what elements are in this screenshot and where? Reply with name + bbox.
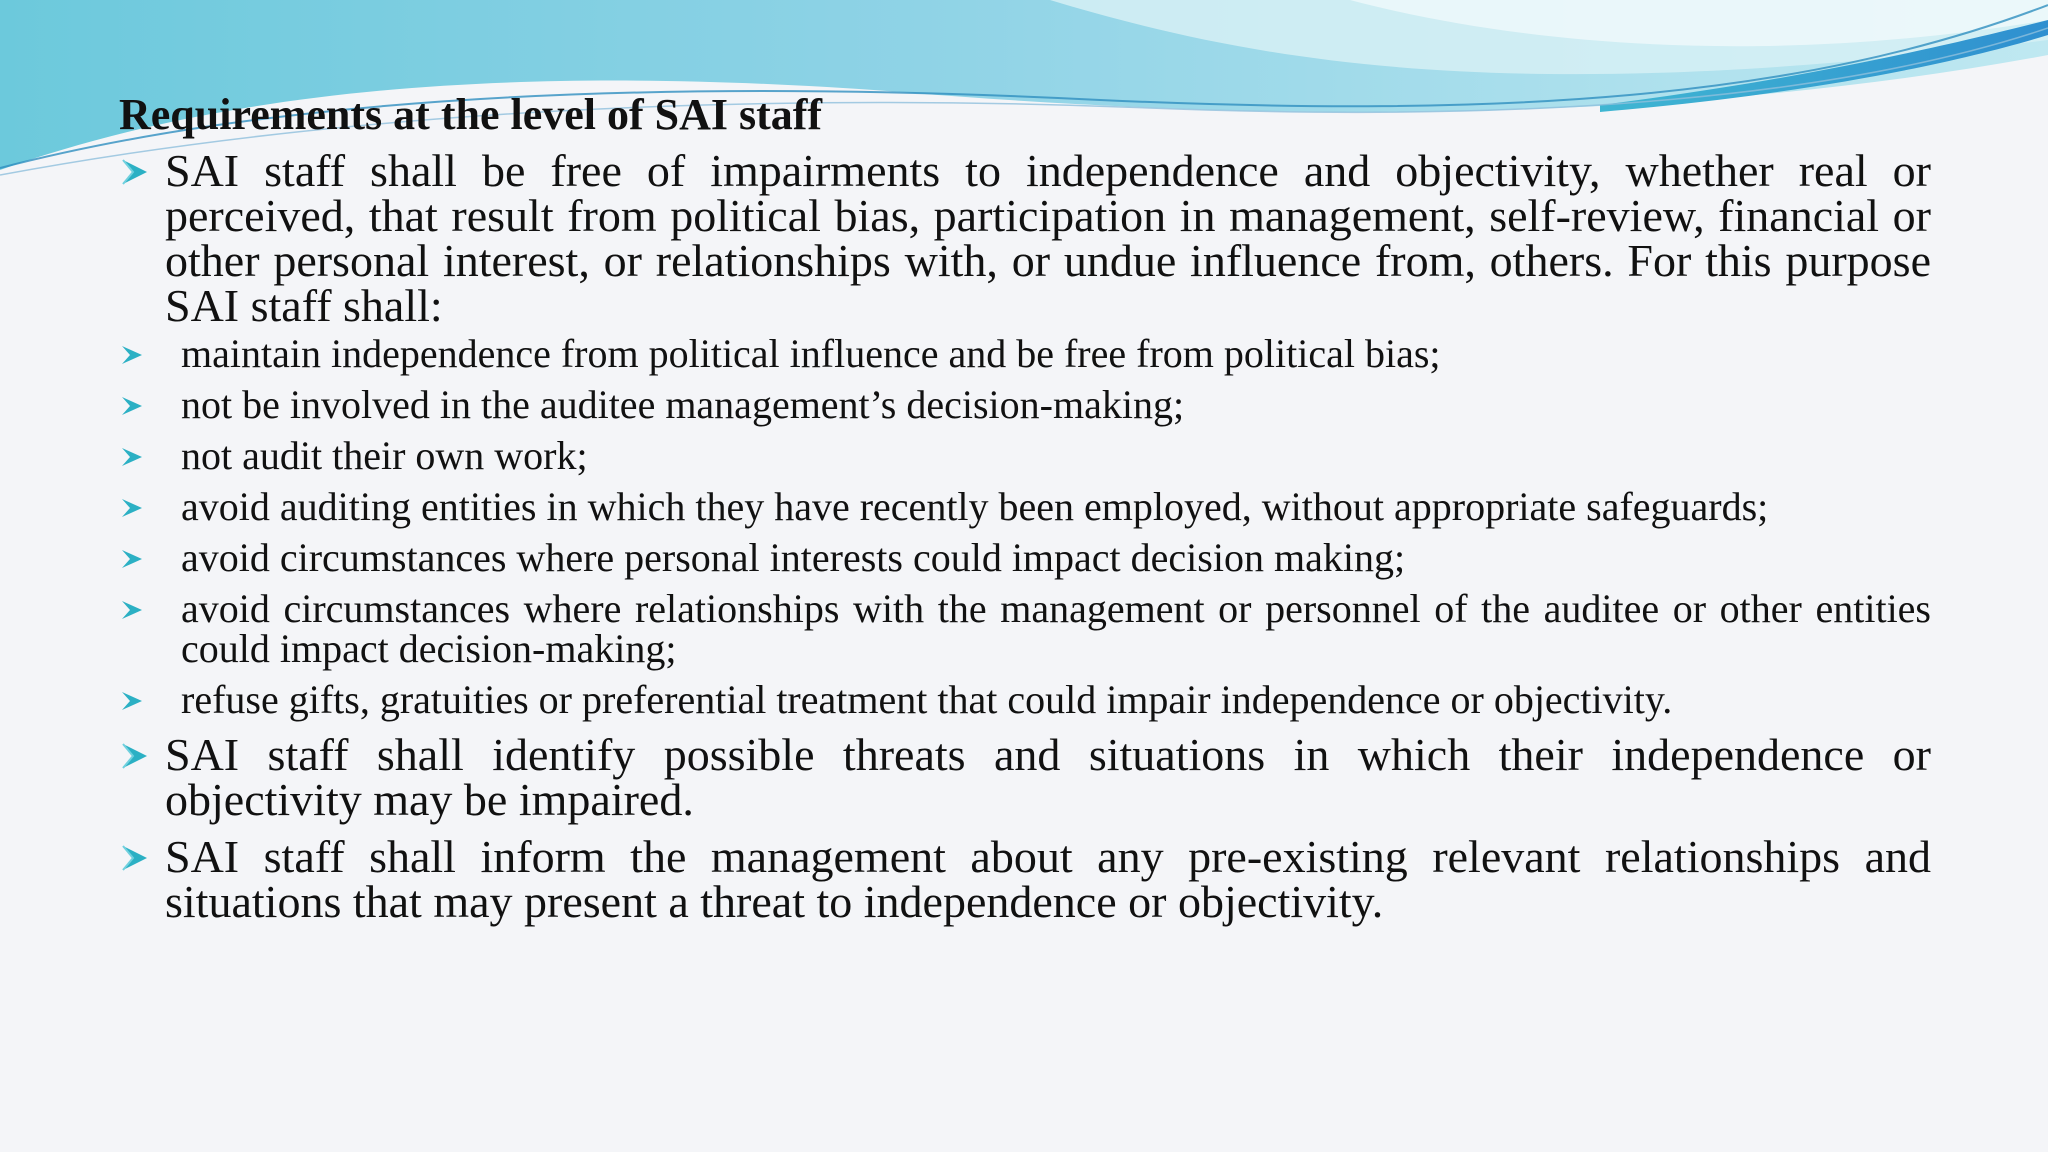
bullet-text: SAI staff shall inform the management about any pre-existing relevant relationships and situations that may present a threat to independence or objectivity. bbox=[165, 831, 1931, 927]
sub-item-text: not audit their own work; bbox=[181, 433, 588, 478]
sub-list-item bbox=[119, 484, 1931, 529]
arrow-bullet-icon bbox=[119, 343, 145, 367]
sub-list-item bbox=[119, 433, 1931, 478]
sub-list-item bbox=[119, 586, 1931, 671]
slide-content bbox=[119, 88, 1931, 936]
sub-list-item bbox=[119, 382, 1931, 427]
bullet-text: SAI staff shall identify possible threats and situations in which their independence or objectivity may be impaired. bbox=[165, 729, 1931, 825]
arrow-bullet-icon bbox=[119, 496, 145, 520]
arrow-bullet-icon bbox=[119, 445, 145, 469]
arrow-bullet-icon bbox=[119, 547, 145, 571]
sub-item-text: avoid auditing entities in which they have recently been employed, without appropriate safeguards; bbox=[181, 484, 1769, 529]
arrow-bullet-icon bbox=[119, 394, 145, 418]
slide-title: Requirements at the level of SAI staff bbox=[119, 90, 823, 139]
sub-list bbox=[119, 331, 1931, 722]
sub-item-text: avoid circumstances where relationships with the management or personnel of the auditee or other entities could impact decision-making; bbox=[181, 586, 1931, 671]
arrow-bullet-icon bbox=[119, 157, 151, 187]
bullet-list bbox=[119, 145, 1931, 927]
arrow-bullet-icon bbox=[119, 843, 151, 873]
sub-item-text: not be involved in the auditee management’s decision-making; bbox=[181, 382, 1185, 427]
arrow-bullet-icon bbox=[119, 689, 145, 713]
sub-list-item bbox=[119, 331, 1931, 376]
sub-list-item bbox=[119, 677, 1931, 722]
arrow-bullet-icon bbox=[119, 598, 145, 622]
arrow-bullet-icon bbox=[119, 741, 151, 771]
bullet-item bbox=[119, 831, 1931, 927]
sub-item-text: avoid circumstances where personal interests could impact decision making; bbox=[181, 535, 1406, 580]
sub-item-text: maintain independence from political influence and be free from political bias; bbox=[181, 331, 1441, 376]
bullet-item bbox=[119, 729, 1931, 825]
sub-list-item bbox=[119, 535, 1931, 580]
sub-item-text: refuse gifts, gratuities or preferential treatment that could impair independence or objectivity. bbox=[181, 677, 1673, 722]
bullet-item bbox=[119, 145, 1931, 722]
bullet-text: SAI staff shall be free of impairments to independence and objectivity, whether real or perceived, that result from political bias, participation in management, self-review, financial or other personal interest, or relationships with, or undue influence from, others. For this purpose SAI staff shall: bbox=[165, 145, 1931, 331]
